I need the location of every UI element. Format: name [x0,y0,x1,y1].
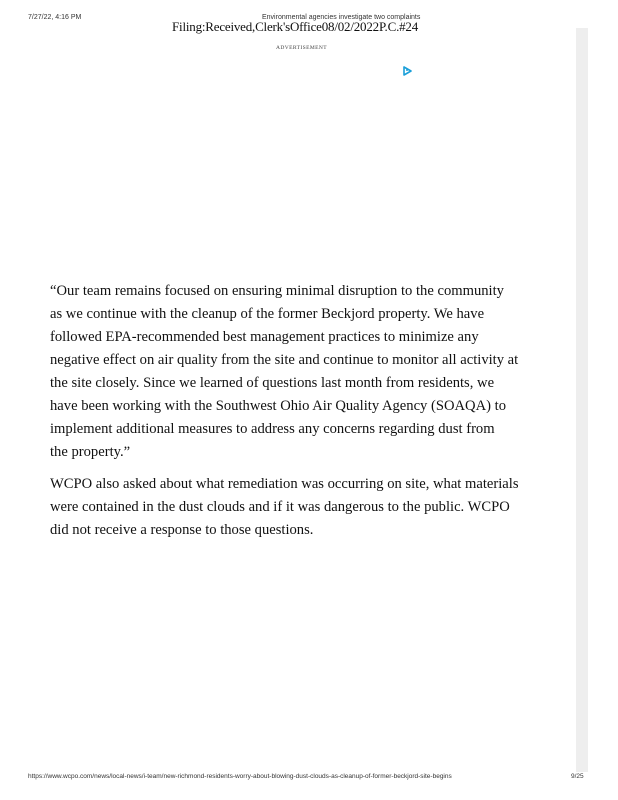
article-line: were contained in the dust clouds and if it was dangerous to the public. WCPO [50,499,510,515]
print-page-title: Environmental agencies investigate two complaints [262,14,421,21]
article-line: have been working with the Southwest Ohio Air Quality Agency (SOAQA) to [50,398,506,414]
article-line: the property.” [50,444,131,460]
article-paragraph-quote [50,280,562,464]
footer-url: https://www.wcpo.com/news/local-news/i-team/new-richmond-residents-worry-about-blowing-dust-clouds-as-cleanup-of-former-beckjord-site-begins [28,773,452,780]
article-line: the site closely. Since we learned of questions last month from residents, we [50,375,495,391]
article-line: followed EPA-recommended best management practices to minimize any [50,329,479,345]
article-line: negative effect on air quality from the site and continue to monitor all activity at [50,352,519,368]
article-line: WCPO also asked about what remediation was occurring on site, what materials [50,476,519,492]
print-date: 7/27/22, 4:16 PM [28,14,82,21]
article-line: as we continue with the cleanup of the former Beckjord property. We have [50,306,485,322]
article-paragraph-wcpo [50,473,562,542]
filing-stamp: Filing:Received,Clerk'sOffice08/02/2022P.C.#24 [172,19,419,34]
article-line: did not receive a response to those questions. [50,522,314,538]
scrollbar-track[interactable] [576,28,588,772]
article-line: “Our team remains focused on ensuring minimal disruption to the community [50,283,504,299]
advertisement-label: ADVERTISEMENT [276,45,328,51]
article-body [50,280,562,551]
adchoices-icon[interactable] [403,66,415,76]
page-number: 9/25 [571,773,584,780]
article-line: implement additional measures to address any concerns regarding dust from [50,421,495,437]
